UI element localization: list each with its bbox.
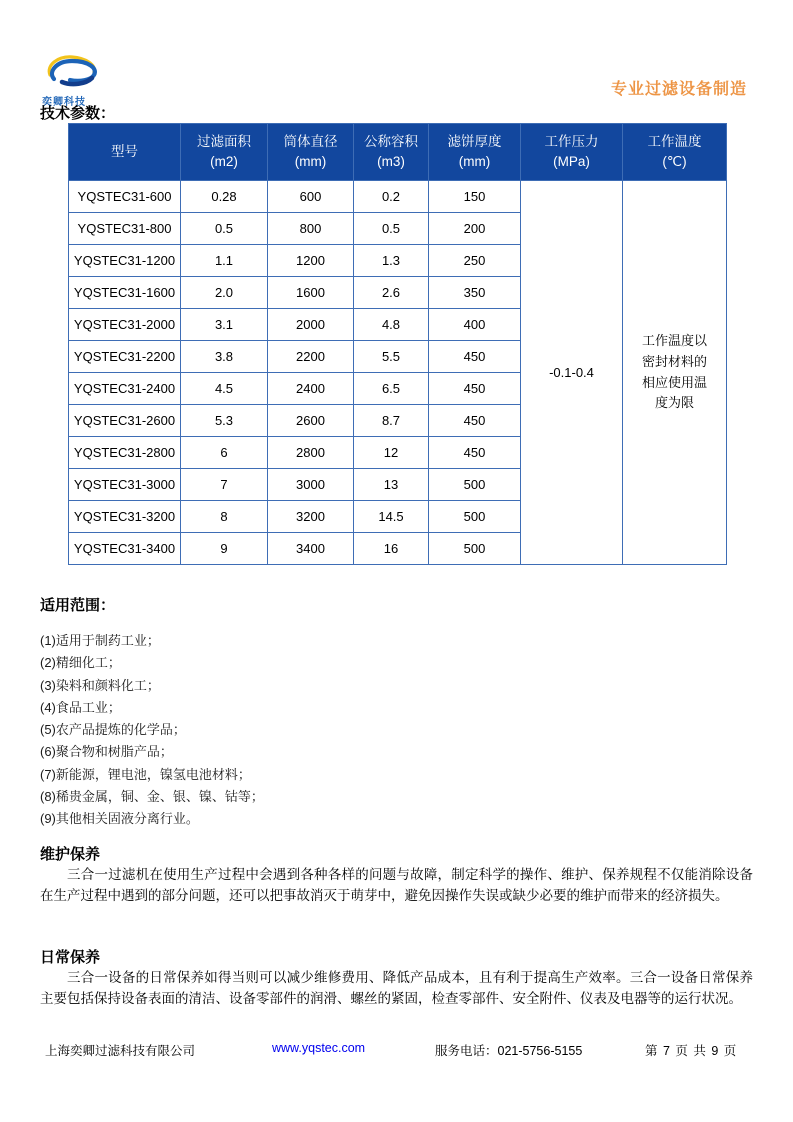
table-cell: 4.5 <box>181 373 268 405</box>
tech-params-table <box>68 123 727 565</box>
scope-list-item: (2)精细化工； <box>40 655 121 671</box>
table-cell: 500 <box>429 501 521 533</box>
column-header: 型号 <box>69 124 181 181</box>
table-cell: 450 <box>429 373 521 405</box>
table-cell: 600 <box>268 181 354 213</box>
table-cell: YQSTEC31-2000 <box>69 309 181 341</box>
table-header-row <box>69 124 727 181</box>
working-pressure-cell: -0.1-0.4 <box>521 181 623 565</box>
table-cell: 800 <box>268 213 354 245</box>
table-cell: 3400 <box>268 533 354 565</box>
table-cell: YQSTEC31-1200 <box>69 245 181 277</box>
table-cell: 4.8 <box>354 309 429 341</box>
table-cell: 0.5 <box>181 213 268 245</box>
working-temperature-cell: 工作温度以密封材料的相应使用温度为限 <box>623 181 727 565</box>
footer-company: 上海奕卿过滤科技有限公司 <box>45 1044 196 1058</box>
table-cell: YQSTEC31-2800 <box>69 437 181 469</box>
table-cell: YQSTEC31-3000 <box>69 469 181 501</box>
table-cell: 5.5 <box>354 341 429 373</box>
table-cell: 2200 <box>268 341 354 373</box>
scope-list-item: (1)适用于制药工业； <box>40 633 160 648</box>
table-cell: 5.3 <box>181 405 268 437</box>
column-header: 公称容积 (m3) <box>354 124 429 181</box>
table-cell: 2.0 <box>181 277 268 309</box>
maintenance-paragraph: 三合一过滤机在使用生产过程中会遇到各种各样的问题与故障，制定科学的操作、维护、保养规程不仅能消除设备在生产过程中遇到的部分问题，还可以把事故消灭于萌芽中，避免因操作失误或缺少必要的维护而带来的经济损失。 <box>40 867 753 903</box>
table-cell: 250 <box>429 245 521 277</box>
table-cell: 6 <box>181 437 268 469</box>
table-cell: 200 <box>429 213 521 245</box>
table-cell: YQSTEC31-800 <box>69 213 181 245</box>
table-cell: 1.1 <box>181 245 268 277</box>
table-cell: YQSTEC31-2400 <box>69 373 181 405</box>
scope-list-item: (8)稀贵金属，铜、金、银、镍、钴等； <box>40 789 264 805</box>
table-cell: 0.5 <box>354 213 429 245</box>
company-logo <box>42 48 132 108</box>
table-cell: 450 <box>429 437 521 469</box>
table-cell: 2400 <box>268 373 354 405</box>
tech-params-title: 技术参数： <box>40 105 116 122</box>
header-slogan: 专业过滤设备制造 <box>610 81 747 98</box>
table-cell: YQSTEC31-600 <box>69 181 181 213</box>
column-header: 筒体直径 (mm) <box>268 124 354 181</box>
table-cell: 1.3 <box>354 245 429 277</box>
daily-care-paragraph: 三合一设备的日常保养如得当则可以减少维修费用、降低产品成本，且有利于提高生产效率。三合一设备日常保养主要包括保持设备表面的清洁、设备零部件的润滑、螺丝的紧固，检查零部件、安全附件、仪表及电器等的运行状况。 <box>40 970 753 1006</box>
table-cell: 16 <box>354 533 429 565</box>
scope-list-item: (7)新能源，锂电池，镍氢电池材料； <box>40 766 251 782</box>
table-cell: 450 <box>429 341 521 373</box>
table-cell: 7 <box>181 469 268 501</box>
table-cell: 9 <box>181 533 268 565</box>
table-cell: YQSTEC31-1600 <box>69 277 181 309</box>
table-cell: 2800 <box>268 437 354 469</box>
table-cell: 1600 <box>268 277 354 309</box>
table-cell: 2.6 <box>354 277 429 309</box>
scope-list-item: (6)聚合物和树脂产品； <box>40 744 173 760</box>
footer-website-link[interactable]: www.yqstec.com <box>272 1041 366 1055</box>
table-cell: YQSTEC31-2600 <box>69 405 181 437</box>
column-header: 工作温度 (℃) <box>623 124 727 181</box>
column-header: 过滤面积 (m2) <box>181 124 268 181</box>
column-header: 工作压力 (MPa) <box>521 124 623 181</box>
table-cell: 350 <box>429 277 521 309</box>
table-head <box>69 124 727 181</box>
table-cell: 6.5 <box>354 373 429 405</box>
page-footer <box>0 1041 793 1061</box>
globe-swoosh-icon <box>42 48 106 90</box>
table-cell: 3200 <box>268 501 354 533</box>
table-body <box>69 181 727 565</box>
scope-title: 适用范围： <box>40 597 116 614</box>
table-cell: 3000 <box>268 469 354 501</box>
table-cell: 8.7 <box>354 405 429 437</box>
maintenance-title: 维护保养 <box>40 846 101 863</box>
table-cell: 3.1 <box>181 309 268 341</box>
scope-list-item: (5)农产品提炼的化学品； <box>40 722 186 738</box>
scope-list <box>40 630 264 831</box>
footer-page-number: 第 7 页 共 9 页 <box>645 1044 738 1058</box>
table-row <box>69 181 727 213</box>
scope-list-item: (3)染料和颜料化工； <box>40 677 160 693</box>
table-cell: 2000 <box>268 309 354 341</box>
daily-care-title: 日常保养 <box>40 949 101 966</box>
column-header: 滤饼厚度 (mm) <box>429 124 521 181</box>
table-cell: 450 <box>429 405 521 437</box>
table-cell: 2600 <box>268 405 354 437</box>
footer-phone: 服务电话：021-5756-5155 <box>435 1044 583 1058</box>
scope-list-item: (4)食品工业； <box>40 699 121 715</box>
table-cell: 500 <box>429 533 521 565</box>
table-cell: 0.28 <box>181 181 268 213</box>
table-cell: 400 <box>429 309 521 341</box>
table-cell: 1200 <box>268 245 354 277</box>
table-cell: 0.2 <box>354 181 429 213</box>
table-cell: 8 <box>181 501 268 533</box>
table-cell: 150 <box>429 181 521 213</box>
table-cell: YQSTEC31-3400 <box>69 533 181 565</box>
table-cell: YQSTEC31-3200 <box>69 501 181 533</box>
table-cell: 3.8 <box>181 341 268 373</box>
table-cell: YQSTEC31-2200 <box>69 341 181 373</box>
table-cell: 500 <box>429 469 521 501</box>
logo-text: 奕卿科技 <box>42 97 86 108</box>
table-cell: 13 <box>354 469 429 501</box>
scope-list-item: (9)其他相关固液分离行业。 <box>40 811 199 827</box>
table-cell: 14.5 <box>354 501 429 533</box>
table-cell: 12 <box>354 437 429 469</box>
